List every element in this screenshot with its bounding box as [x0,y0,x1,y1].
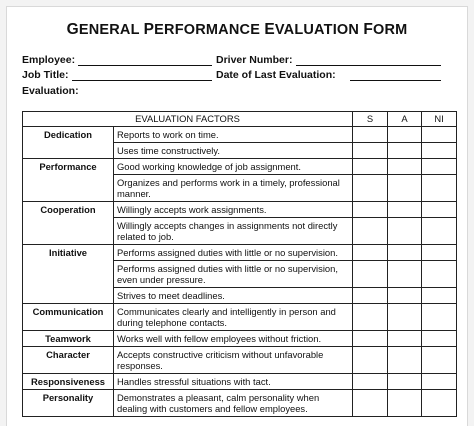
criterion-text: Works well with fellow employees without friction. [114,331,353,347]
date-last-evaluation-field[interactable] [350,80,441,81]
criterion-text: Good working knowledge of job assignment. [114,159,353,175]
factor-cooperation: Cooperation [23,202,114,245]
criterion-text: Accepts constructive criticism without unfavorable responses. [114,347,353,374]
rating-a-box[interactable] [388,347,422,374]
rating-ni-box[interactable] [422,390,457,417]
factor-performance: Performance [23,159,114,202]
header-evaluation-factors: EVALUATION FACTORS [23,112,353,127]
driver-number-field[interactable] [296,65,441,66]
rating-s-box[interactable] [353,374,388,390]
rating-a-box[interactable] [388,390,422,417]
rating-a-box[interactable] [388,143,422,159]
header-ni: NI [422,112,457,127]
rating-ni-box[interactable] [422,304,457,331]
factor-dedication: Dedication [23,127,114,159]
rating-s-box[interactable] [353,202,388,218]
rating-ni-box[interactable] [422,218,457,245]
rating-ni-box[interactable] [422,175,457,202]
table-row [23,331,457,347]
title-part: P [143,21,155,38]
rating-ni-box[interactable] [422,143,457,159]
rating-a-box[interactable] [388,159,422,175]
header-s: S [353,112,388,127]
header-a: A [388,112,422,127]
job-title-field[interactable] [72,80,212,81]
factor-responsiveness: Responsiveness [23,374,114,390]
criterion-text: Communicates clearly and intelligently in person and during telephone contacts. [114,304,353,331]
rating-a-box[interactable] [388,374,422,390]
rating-a-box[interactable] [388,127,422,143]
rating-s-box[interactable] [353,347,388,374]
criterion-text: Reports to work on time. [114,127,353,143]
rating-a-box[interactable] [388,331,422,347]
factor-initiative: Initiative [23,245,114,304]
table-row [23,159,457,175]
criterion-text: Strives to meet deadlines. [114,288,353,304]
title-part: E [264,21,275,38]
rating-a-box[interactable] [388,218,422,245]
criterion-text: Organizes and performs work in a timely, professional manner. [114,175,353,202]
factor-personality: Personality [23,390,114,417]
rating-s-box[interactable] [353,159,388,175]
rating-s-box[interactable] [353,304,388,331]
factor-teamwork: Teamwork [23,331,114,347]
rating-s-box[interactable] [353,261,388,288]
rating-s-box[interactable] [353,331,388,347]
criterion-text: Willingly accepts changes in assignments not directly related to job. [114,218,353,245]
employee-field[interactable] [78,65,212,66]
table-row [23,202,457,218]
rating-ni-box[interactable] [422,202,457,218]
title-part: ENERAL [78,22,144,38]
rating-a-box[interactable] [388,304,422,331]
title-part: F [363,21,373,38]
criterion-text: Willingly accepts work assignments. [114,202,353,218]
rating-ni-box[interactable] [422,374,457,390]
rating-s-box[interactable] [353,245,388,261]
rating-ni-box[interactable] [422,127,457,143]
factor-character: Character [23,347,114,374]
rating-ni-box[interactable] [422,159,457,175]
rating-a-box[interactable] [388,245,422,261]
criterion-text: Demonstrates a pleasant, calm personality when dealing with customers and fellow employees. [114,390,353,417]
title-part: ORM [373,22,408,38]
rating-a-box[interactable] [388,261,422,288]
title-part: ERFORMANCE [154,22,265,38]
date-last-evaluation-label: Date of Last Evaluation: [216,69,336,81]
table-row [23,347,457,374]
table-header-row [23,112,457,127]
criterion-text: Uses time constructively. [114,143,353,159]
criterion-text: Performs assigned duties with little or no supervision. [114,245,353,261]
table-row [23,374,457,390]
evaluation-label: Evaluation: [22,85,79,97]
criterion-text: Performs assigned duties with little or no supervision, even under pressure. [114,261,353,288]
rating-a-box[interactable] [388,175,422,202]
rating-ni-box[interactable] [422,261,457,288]
form-title [7,21,467,39]
title-part: VALUATION [274,22,364,38]
rating-ni-box[interactable] [422,331,457,347]
rating-ni-box[interactable] [422,245,457,261]
driver-number-label: Driver Number: [216,54,293,66]
employee-label: Employee: [22,54,76,66]
rating-ni-box[interactable] [422,288,457,304]
rating-s-box[interactable] [353,218,388,245]
factor-communication: Communication [23,304,114,331]
criterion-text: Handles stressful situations with tact. [114,374,353,390]
title-part: G [66,21,79,38]
rating-s-box[interactable] [353,288,388,304]
rating-a-box[interactable] [388,288,422,304]
rating-s-box[interactable] [353,390,388,417]
evaluation-form-page [6,6,468,426]
rating-s-box[interactable] [353,127,388,143]
job-title-label: Job Title: [22,69,69,81]
rating-ni-box[interactable] [422,347,457,374]
table-row [23,304,457,331]
table-row [23,127,457,143]
table-row [23,390,457,417]
rating-a-box[interactable] [388,202,422,218]
evaluation-factors-table [22,111,457,417]
rating-s-box[interactable] [353,175,388,202]
rating-s-box[interactable] [353,143,388,159]
table-row [23,245,457,261]
